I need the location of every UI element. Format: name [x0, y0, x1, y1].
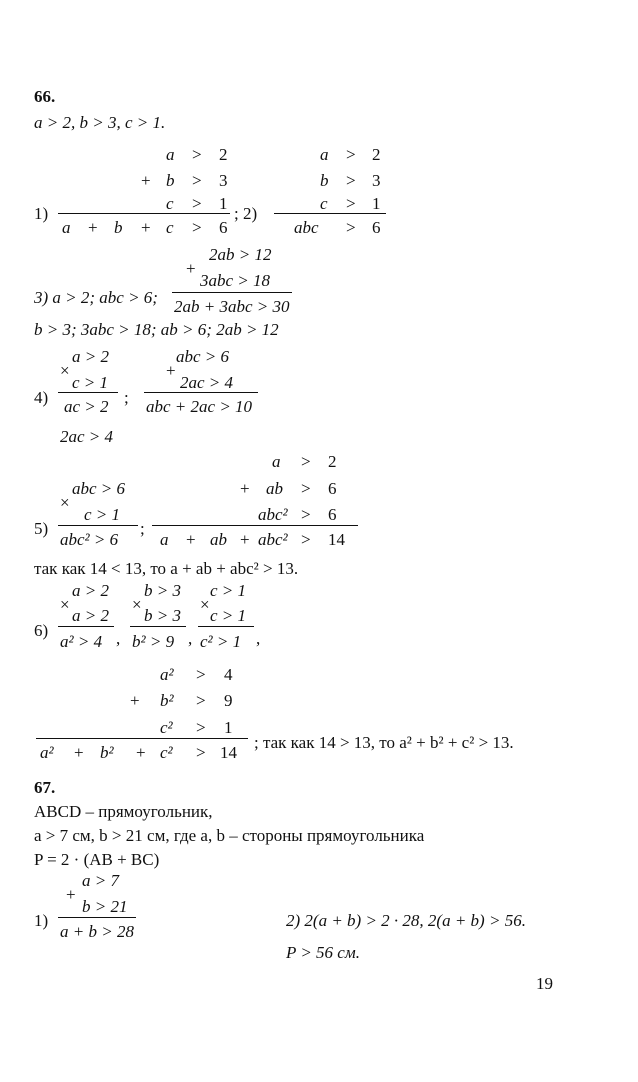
term: a — [320, 145, 329, 164]
value: 3 — [219, 171, 228, 190]
result: a² > 4 — [60, 632, 103, 651]
page-number: 19 — [536, 974, 553, 993]
times-sign: × — [132, 595, 142, 614]
problem-67-line-1: ABCD – прямоугольник, — [34, 802, 213, 821]
sign: > — [196, 665, 206, 684]
term: abc² — [258, 530, 288, 549]
sum-line — [152, 525, 358, 526]
result: b² > 9 — [132, 632, 175, 651]
product-line — [58, 392, 118, 393]
problem-66-number: 66. — [34, 87, 56, 106]
problem-67-step-2: 2) 2(a + b) > 2 · 28, 2(a + b) > 56. — [286, 911, 526, 930]
sign: > — [196, 718, 206, 737]
value: 6 — [328, 505, 337, 524]
plus-sign: + — [66, 885, 76, 904]
term: a — [62, 218, 71, 237]
inequality: a > 2 — [72, 347, 109, 366]
times-sign: × — [60, 595, 70, 614]
value: 2 — [219, 145, 228, 164]
term: c² — [160, 743, 173, 762]
sum-line — [36, 738, 248, 739]
inequality: 3abc > 18 — [200, 271, 271, 290]
value: 14 — [328, 530, 345, 549]
product-line — [274, 213, 386, 214]
separator: , — [188, 629, 193, 648]
sign: > — [301, 505, 311, 524]
times-sign: × — [60, 361, 70, 380]
inequality: b > 21 — [82, 897, 128, 916]
sign: > — [301, 530, 311, 549]
term: abc² — [258, 505, 288, 524]
sign: > — [192, 171, 202, 190]
conclusion: так как 14 < 13, то a + ab + abc² > 13. — [34, 559, 299, 578]
conclusion: ; так как 14 > 13, то a² + b² + c² > 13. — [254, 733, 514, 752]
sign: > — [196, 743, 206, 762]
result: ac > 2 — [64, 397, 109, 416]
term: a — [160, 530, 169, 549]
sign: > — [301, 452, 311, 471]
value: 2 — [328, 452, 337, 471]
inequality: b > 3 — [144, 581, 181, 600]
inequality: c > 1 — [84, 505, 121, 524]
separator: , — [256, 629, 261, 648]
value: 6 — [328, 479, 337, 498]
value: 4 — [224, 665, 233, 684]
step-label: 1) — [34, 911, 49, 930]
term: c² — [160, 718, 173, 737]
problem-67-number: 67. — [34, 778, 56, 797]
term: b — [114, 218, 123, 237]
sum-line — [144, 392, 258, 393]
separator: ; 2) — [234, 204, 258, 223]
plus-sign: + — [74, 743, 84, 762]
term: ab — [266, 479, 283, 498]
plus-sign: + — [240, 479, 250, 498]
inequality: b > 3 — [144, 606, 181, 625]
result-term: abc — [294, 218, 319, 237]
term: c — [320, 194, 328, 213]
product-line — [198, 626, 254, 627]
term: a — [166, 145, 175, 164]
value: 2 — [372, 145, 381, 164]
value: 6 — [219, 218, 228, 237]
sum-line — [58, 917, 136, 918]
value: 6 — [372, 218, 381, 237]
step-label: 4) — [34, 388, 49, 407]
separator: , — [116, 629, 121, 648]
term: b² — [160, 691, 174, 710]
value: 1 — [224, 718, 233, 737]
sign: > — [192, 218, 202, 237]
step-label: 1) — [34, 204, 49, 223]
problem-67-line-3: P = 2 · (AB + BC) — [34, 850, 160, 869]
plus-sign: + — [166, 361, 176, 380]
inequality: 2ab > 12 — [209, 245, 272, 264]
sign: > — [346, 194, 356, 213]
sign: > — [196, 691, 206, 710]
product-line — [58, 626, 114, 627]
inequality: a > 2 — [72, 606, 109, 625]
separator: ; — [140, 519, 145, 538]
inequality: a > 2 — [72, 581, 109, 600]
plus-sign: + — [186, 259, 196, 278]
term: a — [272, 452, 281, 471]
sign: > — [192, 145, 202, 164]
value: 1 — [372, 194, 381, 213]
sign: > — [346, 218, 356, 237]
step-lead: 3) a > 2; abc > 6; — [34, 288, 158, 307]
term: a² — [40, 743, 54, 762]
inequality: c > 1 — [72, 373, 109, 392]
result: 2ab + 3abc > 30 — [174, 297, 290, 316]
product-line — [58, 525, 138, 526]
value: 1 — [219, 194, 228, 213]
plus-sign: + — [130, 691, 140, 710]
sum-line — [58, 213, 230, 214]
result: abc + 2ac > 10 — [146, 397, 253, 416]
inequality: c > 1 — [210, 606, 247, 625]
term: b — [166, 171, 175, 190]
problem-66-given: a > 2, b > 3, c > 1. — [34, 113, 166, 132]
product-line — [130, 626, 186, 627]
plus-sign: + — [240, 530, 250, 549]
inequality: abc > 6 — [72, 479, 126, 498]
term: c — [166, 218, 174, 237]
times-sign: × — [200, 595, 210, 614]
sign: > — [346, 145, 356, 164]
sign: > — [192, 194, 202, 213]
inequality: a > 7 — [82, 871, 119, 890]
plus-sign: + — [186, 530, 196, 549]
sign: > — [301, 479, 311, 498]
plus-sign: + — [141, 171, 151, 190]
result: c² > 1 — [200, 632, 242, 651]
step-note: b > 3; 3abc > 18; ab > 6; 2ab > 12 — [34, 320, 279, 339]
term: ab — [210, 530, 227, 549]
inequality: abc > 6 — [176, 347, 230, 366]
inequality: c > 1 — [210, 581, 247, 600]
step-note: 2ac > 4 — [60, 427, 114, 446]
value: 3 — [372, 171, 381, 190]
result: abc² > 6 — [60, 530, 119, 549]
term: a² — [160, 665, 174, 684]
plus-sign: + — [141, 218, 151, 237]
result: a + b > 28 — [60, 922, 134, 941]
term: b² — [100, 743, 114, 762]
plus-sign: + — [88, 218, 98, 237]
value: 9 — [224, 691, 233, 710]
term: b — [320, 171, 329, 190]
step-label: 6) — [34, 621, 49, 640]
step-label: 5) — [34, 519, 49, 538]
plus-sign: + — [136, 743, 146, 762]
value: 14 — [220, 743, 237, 762]
inequality: 2ac > 4 — [180, 373, 234, 392]
times-sign: × — [60, 493, 70, 512]
sum-line — [172, 292, 292, 293]
separator: ; — [124, 388, 129, 407]
term: c — [166, 194, 174, 213]
problem-67-result: P > 56 см. — [286, 943, 360, 962]
problem-67-line-2: a > 7 см, b > 21 см, где a, b – стороны прямоугольника — [34, 826, 425, 845]
sign: > — [346, 171, 356, 190]
